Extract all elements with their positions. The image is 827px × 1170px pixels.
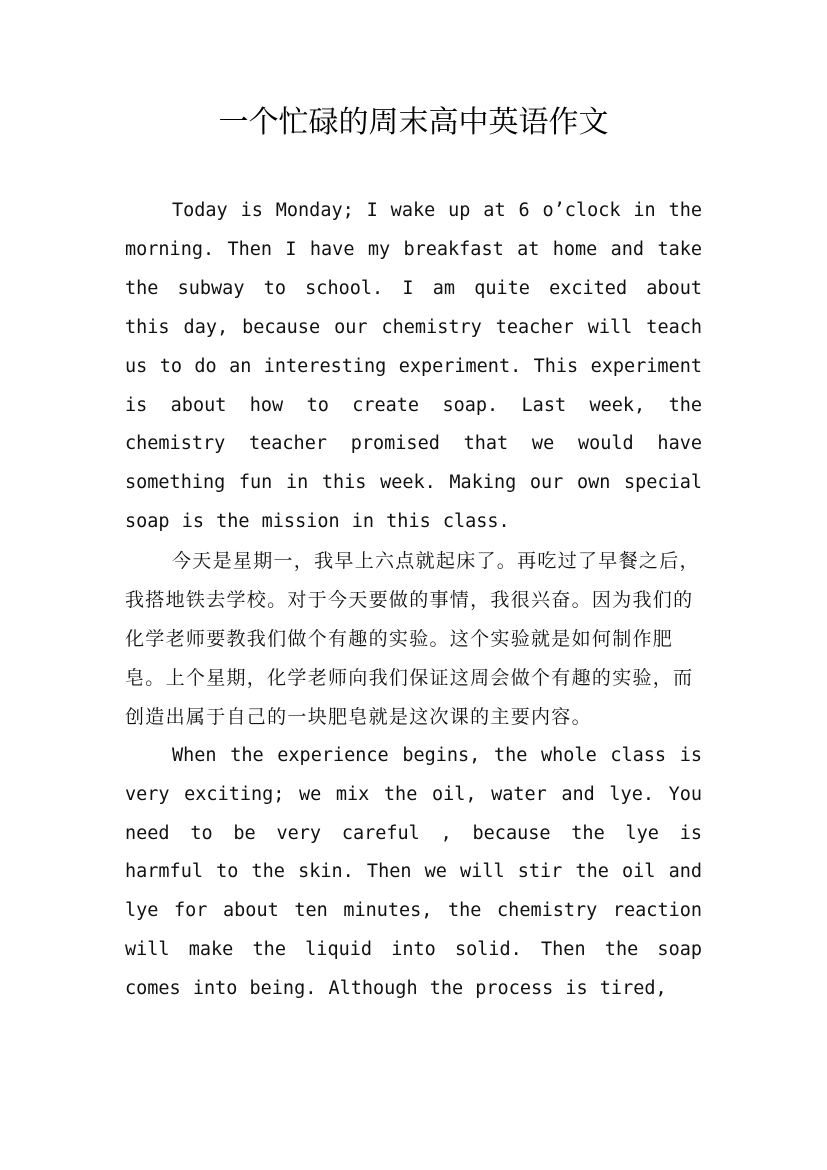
paragraph-english-2: When the experience begins, the whole class is very exciting; we mix the oil, water and lye. You need to be very careful , because the lye is harmful to the skin. Then we will stir the oil and lye for about ten minutes, the chemistry reaction will make the liquid into solid. Then the soap comes into being. Although the process is tired,: [125, 744, 702, 1000]
document-body: [125, 192, 702, 1009]
document-title: 一个忙碌的周末高中英语作文: [218, 105, 609, 140]
paragraph-english-1: Today is Monday; I wake up at 6 o’clock in the morning. Then I have my breakfast at home and take the subway to school. I am quite excited about this day, because our chemistry teacher will teach us to do an interesting experiment. This experiment is about how to create soap. Last week, the chemistry teacher promised that we would have something fun in this week. Making our own special soap is the mission in this class.: [125, 200, 702, 533]
paragraph-chinese-1: 今天是星期一，我早上六点就起床了。再吃过了早餐之后，我搭地铁去学校。对于今天要做的事情，我很兴奋。因为我们的化学老师要教我们做个有趣的实验。这个实验就是如何制作肥皂。上个星期，化学老师向我们保证这周会做个有趣的实验，而创造出属于自己的一块肥皂就是这次课的主要内容。: [125, 550, 700, 728]
